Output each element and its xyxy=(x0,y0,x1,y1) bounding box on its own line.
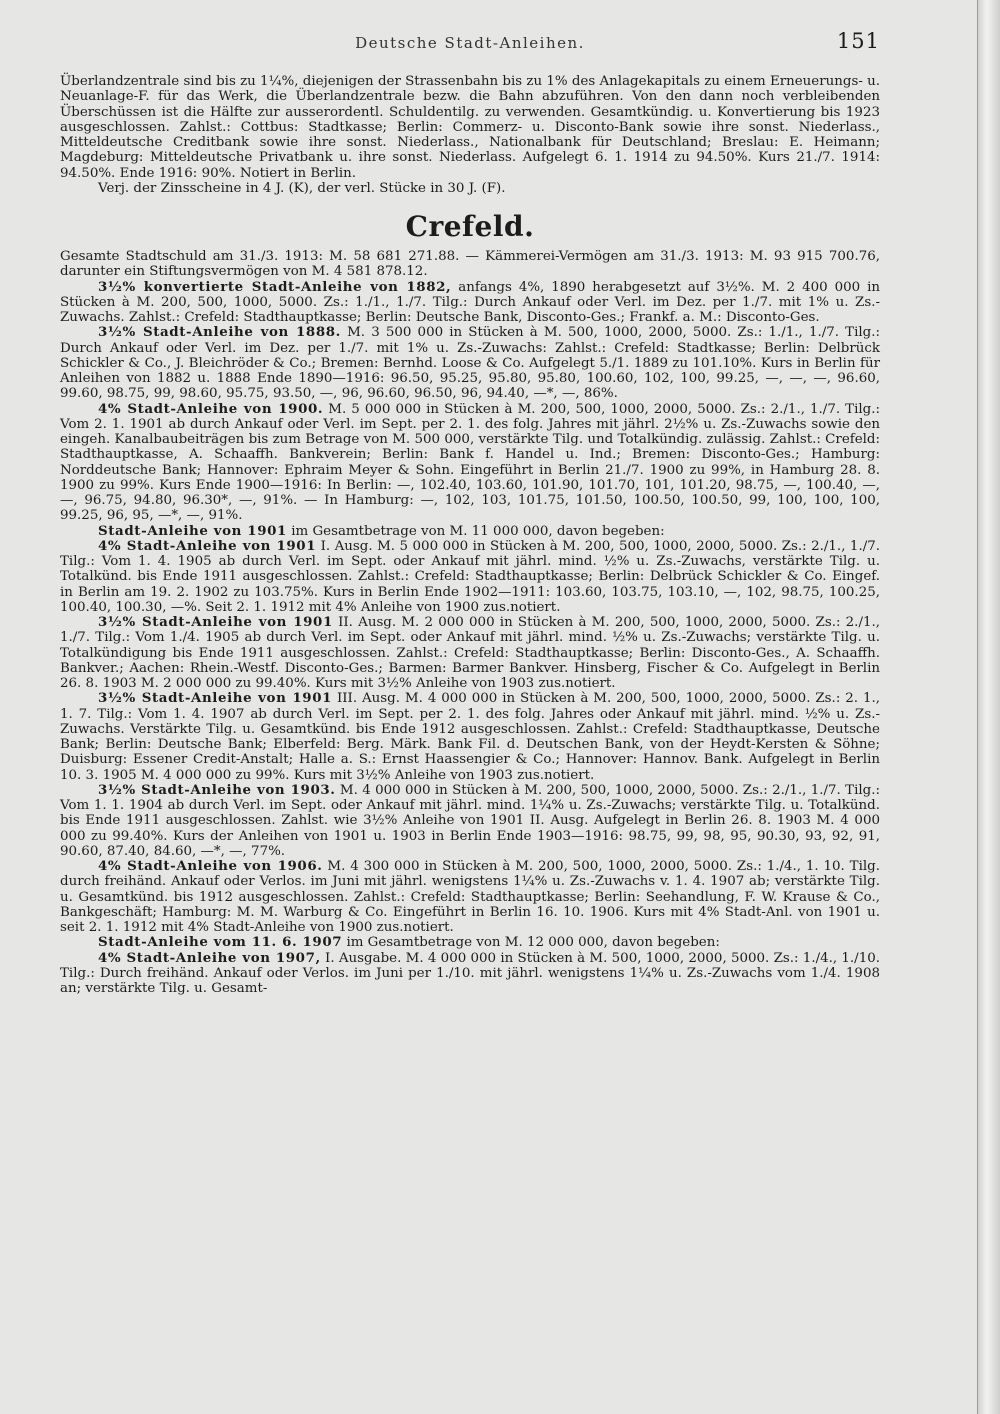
loan-entry xyxy=(60,325,880,401)
body-text xyxy=(60,74,880,996)
page-header xyxy=(60,29,880,58)
loan-entry xyxy=(60,859,880,935)
loan-title: 4% Stadt-Anleihe von 1901 xyxy=(98,537,317,554)
loan-entry xyxy=(60,539,880,615)
loan-text: I. Ausg. M. 5 000 000 in Stücken à M. 200, 500, 1000, 2000, 5000. Zs.: 2./1., 1./7. Tilg.: Vom 1. 4. 1905 ab durch Verl. im Sept. oder Ankauf mit jährl. mind. ½% u. Zs.-Zuwachs, verstärkte Tilg. u. Totalkünd. bis Ende 1911 ausgeschlossen. Zahlst.: Crefeld: Stadthauptkasse; Berlin: Delbrück Schickler & Co. Eingef. in Berlin am 19. 2. 1902 zu 103.75%. Kurs in Berlin Ende 1902—1911: 103.60, 103.75, 103.10, —, 102, 98.75, 100.25, 100.40, 100.30, —%. Seit 2. 1. 1912 mit 4% Anleihe von 1900 zus.notiert. xyxy=(60,538,880,615)
loan-title: 3½% Stadt-Anleihe von 1901 xyxy=(98,614,333,630)
loan-entry xyxy=(60,783,880,859)
page-edge xyxy=(977,0,1000,1414)
running-title: Deutsche Stadt-Anleihen. xyxy=(355,34,585,52)
city-heading: Crefeld. xyxy=(405,210,535,243)
loan-text: M. 4 000 000 in Stücken à M. 200, 500, 1000, 2000, 5000. Zs.: 2./1., 1./7. Tilg.: Vom 1. 1. 1904 ab durch Verl. im Sept. oder Ankauf mit jährl. mind. 1¼% u. Zs.-Zuwachs; verstärkte Tilg. u. Totalkünd. bis Ende 1911 ausgeschlossen. Zahlst. wie 3½% Anleihe von 1901 II. Ausg. Aufgelegt in Berlin 26. 8. 1903 M. 4 000 000 zu 99.40%. Kurs der Anleihen von 1901 u. 1903 in Berlin Ende 1903—1916: 98.75, 99, 98, 95, 90.30, 93, 92, 91, 90.60, 87.40, 84.60, —*, —, 77%. xyxy=(60,782,880,859)
paragraph: Gesamte Stadtschuld am 31./3. 1913: M. 58 681 271.88. — Kämmerei-Vermögen am 31./3. 1913: M. 93 915 700.76, darunter ein Stiftungsvermögen von M. 4 581 878.12. xyxy=(60,249,880,280)
loan-title: 4% Stadt-Anleihe von 1907, xyxy=(98,949,321,966)
loan-title: 4% Stadt-Anleihe von 1900. xyxy=(98,400,324,417)
paragraph: Verj. der Zinsscheine in 4 J. (K), der verl. Stücke in 30 J. (F). xyxy=(98,180,506,196)
loan-text: im Gesamtbetrage von M. 11 000 000, davon begeben: xyxy=(286,523,665,539)
loan-text: M. 5 000 000 in Stücken à M. 200, 500, 1000, 2000, 5000. Zs.: 2./1., 1./7. Tilg.: Vom 2. 1. 1901 ab durch Ankauf oder Verl. im Sept. per 2. 1. des folg. Jahres mit jährl. 2½% u. Zs.-Zuwachs sowie den eingeh. Kanalbaubeiträgen bis zum Betrage von M. 500 000, verstärkte Tilg. und Totalkündig. zulässig. Zahlst.: Crefeld: Stadthauptkasse, A. Schaaffh. Bankverein; Berlin: Bank f. Handel u. Ind.; Bremen: Disconto-Ges.; Hamburg: Norddeutsche Bank; Hannover: Ephraim Meyer & Sohn. Eingeführt in Berlin 21./7. 1900 zu 99%, in Hamburg 28. 8. 1900 zu 99%. Kurs Ende 1900—1916: In Berlin: —, 102.40, 103.60, 101.90, 101.70, 101, 101.20, 98.75, —, 100.40, —, —, 96.75, 94.80, 96.30*, —, 91%. — In Hamburg: —, 102, 103, 101.75, 101.50, 100.50, 100.50, 99, 100, 100, 100, 99.25, 96, 95, —*, —, 91%. xyxy=(60,401,880,524)
page-number: 151 xyxy=(836,29,880,53)
loan-text: III. Ausg. M. 4 000 000 in Stücken à M. 200, 500, 1000, 2000, 5000. Zs.: 2. 1., 1. 7. Tilg.: Vom 1. 4. 1907 ab durch Verl. im Sept. per 2. 1. des folg. Jahres oder Ankauf mit jährl. mind. ½% u. Zs.-Zuwachs. Verstärkte Tilg. u. Gesamtkünd. bis Ende 1912 ausgeschlossen. Zahlst.: Crefeld: Stadthauptkasse, Deutsche Bank; Berlin: Deutsche Bank; Elberfeld: Berg. Märk. Bank Fil. d. Deutschen Bank, von der Heydt-Kersten & Söhne; Duisburg: Essener Credit-Anstalt; Halle a. S.: Ernst Haassengier & Co.; Hannover: Hannov. Bank. Aufgelegt in Berlin 10. 3. 1905 M. 4 000 000 zu 99%. Kurs mit 3½% Anleihe von 1903 zus.notiert. xyxy=(60,691,880,783)
loan-title: 3½% Stadt-Anleihe von 1901 xyxy=(98,690,333,707)
loan-text: anfangs 4%, 1890 herabgesetzt auf 3½%. M. 2 400 000 in Stücken à M. 200, 500, 1000, 5000. Zs.: 1./1., 1./7. Tilg.: Durch Ankauf oder Verl. im Dez. per 1./7. mit 1% u. Zs.-Zuwachs. Zahlst.: Crefeld: Stadthauptkasse; Berlin: Deutsche Bank, Disconto-Ges.; Frankf. a. M.: Disconto-Ges. xyxy=(60,279,880,325)
loan-text: M. 3 500 000 in Stücken à M. 500, 1000, 2000, 5000. Zs.: 1./1., 1./7. Tilg.: Durch Ankauf oder Verl. im Dez. per 1./7. mit 1% u. Zs.-Zuwachs: Zahlst.: Crefeld: Stadtkasse; Berlin: Delbrück Schickler & Co., J. Bleichröder & Co.; Bremen: Bernhd. Loose & Co. Aufgelegt 5./1. 1889 zu 101.10%. Kurs in Berlin für Anleihen von 1882 u. 1888 Ende 1890—1916: 96.50, 95.25, 95.80, 95.80, 100.60, 102, 100, 99.25, —, —, —, 96.60, 99.60, 98.75, 99, 98.60, 95.75, 93.50, —, 96, 96.60, 96.50, 96, 94.40, —*, —, 86%. xyxy=(60,325,880,402)
loan-entry xyxy=(60,402,880,524)
loan-entry xyxy=(60,524,880,539)
loan-title: 3½% Stadt-Anleihe von 1888. xyxy=(98,324,341,341)
loan-title: 3½% konvertierte Stadt-Anleihe von 1882, xyxy=(98,278,452,295)
loan-text: II. Ausg. M. 2 000 000 in Stücken à M. 200, 500, 1000, 2000, 5000. Zs.: 2./1., 1./7. Tilg.: Vom 1./4. 1905 ab durch Verl. im Sept. oder Ankauf mit jährl. mind. ½% u. Zs.-Zuwachs; verstärkte Tilg. u. Totalkündigung bis Ende 1911 ausgeschlossen. Zahlst.: Crefeld: Stadthauptkasse; Berlin: Disconto-Ges., A. Schaaffh. Bankver.; Aachen: Rhein.-Westf. Disconto-Ges.; Barmen: Barmer Bankver. Hinsberg, Fischer & Co. Aufgelegt in Berlin 26. 8. 1903 M. 2 000 000 zu 99.40%. Kurs mit 3½% Anleihe von 1903 zus.notiert. xyxy=(60,615,880,691)
paragraph: Überlandzentrale sind bis zu 1¼%, diejenigen der Strassenbahn bis zu 1% des Anlagekapitals zu einem Erneuerungs- u. Neuanlage-F. für das Werk, die Überlandzentrale bezw. die Bahn abzuführen. Von den dann noch verbleibenden Überschüssen ist die Hälfte zur ausserordentl. Schuldentilg. zu verwenden. Gesamtkündig. u. Konvertierung bis 1923 ausgeschlossen. Zahlst.: Cottbus: Stadtkasse; Berlin: Commerz- u. Disconto-Bank sowie ihre sonst. Niederlass., Mitteldeutsche Creditbank sowie ihre sonst. Niederlass., Nationalbank für Deutschland; Breslau: E. Heimann; Magdeburg: Mitteldeutsche Privatbank u. ihre sonst. Niederlass. Aufgelegt 6. 1. 1914 zu 94.50%. Kurs 21./7. 1914: 94.50%. Ende 1916: 90%. Notiert in Berlin. xyxy=(60,74,880,181)
loan-text: I. Ausgabe. M. 4 000 000 in Stücken à M. 500, 1000, 2000, 5000. Zs.: 1./4., 1./10. Tilg.: Durch freihänd. Ankauf oder Verlos. im Juni per 1./10. mit jährl. wenigstens 1¼% u. Zs.-Zuwachs vom 1./4. 1908 an; verstärkte Tilg. u. Gesamt- xyxy=(60,950,880,996)
loan-title: Stadt-Anleihe von 1901 xyxy=(98,522,287,539)
loan-entry xyxy=(60,951,880,997)
loan-text: M. 4 300 000 in Stücken à M. 200, 500, 1000, 2000, 5000. Zs.: 1./4., 1. 10. Tilg. durch freihänd. Ankauf oder Verlos. im Juni mit jährl. wenigstens 1¼% u. Zs.-Zuwachs v. 1. 4. 1907 ab; verstärkte Tilg. u. Gesamtkünd. bis 1912 ausgeschlossen. Zahlst.: Crefeld: Stadthauptkasse; Berlin: Seehandlung, F. W. Krause & Co., Bankgeschäft; Hamburg: M. M. Warburg & Co. Eingeführt in Berlin 16. 10. 1906. Kurs mit 4% Stadt-Anl. von 1901 u. seit 2. 1. 1912 mit 4% Stadt-Anleihe von 1900 zus.notiert. xyxy=(60,859,880,935)
loan-entry xyxy=(60,280,880,326)
loan-title: Stadt-Anleihe vom 11. 6. 1907 xyxy=(98,934,343,951)
loan-title: 3½% Stadt-Anleihe von 1903. xyxy=(98,781,336,798)
loan-text: im Gesamtbetrage von M. 12 000 000, davon begeben: xyxy=(342,935,720,951)
loan-title: 4% Stadt-Anleihe von 1906. xyxy=(98,858,323,874)
loan-entry xyxy=(60,935,880,950)
loan-entry xyxy=(60,691,880,783)
loan-entry xyxy=(60,615,880,691)
